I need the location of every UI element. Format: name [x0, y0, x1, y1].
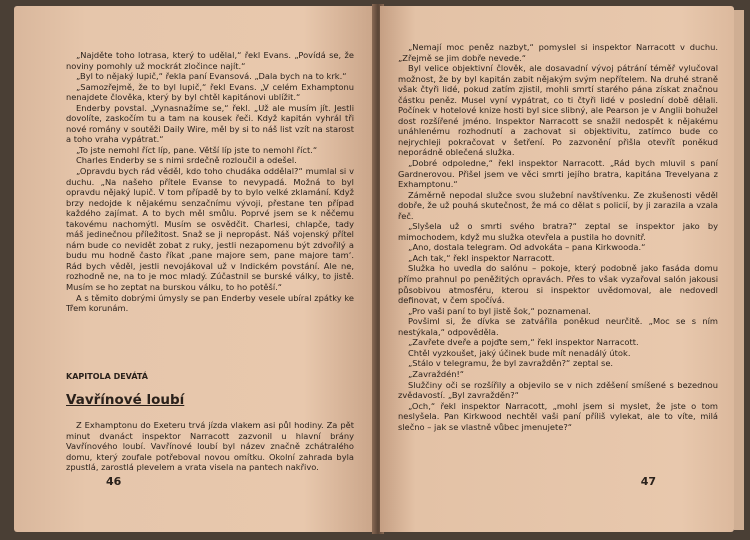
- paragraph: Byl velice objektivní člověk, ale dosavadní vývoj pátrání téměř vylučoval možnost, že by byl kapitán zabit nějakým svým nepřítelem. Na druhé straně však čtyři lidé, pokud zatím zjistil, mohli smrtí starého pána získat značnou částku peněz. Musel vyní vypátrat, co ti čtyři lidé v poslední době dělali. Počínek v hotelové knize hosti byl sice slibný, ale Pearson je v Anglii bohužel dost rozšířené jméno. Inspektor Narracott se snažil nedospět k nějakému unáhlenému rozhodnutí a zachovat si objektivitu, zatímco bude co nejrychleji pokračovat v šetření. Po zazvonění přišla otevřít poněkud neporádně oblečená služka.: [398, 63, 718, 158]
- paragraph: „Dobré odpoledne,“ řekl inspektor Narracott. „Rád bych mluvil s paní Gardnerovou. Přišel jsem ve věci smrti jejího bratra, kapitána Trevelyana z Exhamptonu.“: [398, 158, 718, 190]
- paragraph: Záměrně nepodal služce svou služební navštívenku. Ze zkušenosti věděl dobře, že už pouhá skutečnost, že má co dělat s policií, by ji zarazila a vzala řeč.: [398, 189, 718, 221]
- left-page-text-top: [66, 50, 354, 314]
- paragraph: Enderby povstal. „Vynasnažíme se,“ řekl. „Už ale musím jít. Jestli dovolíte, zaskočím tu a tam na kousek řeči. Když kapitán vyhrál tři nové romány v soutěži Daily Wire, měl by si to náš list vzít na starost a toho vraha vypátrat.“: [66, 102, 354, 145]
- page-number-right: 47: [640, 475, 656, 488]
- paragraph: A s těmito dobrými úmysly se pan Enderby vesele ubíral zpátky ke Třem korunám.: [66, 292, 354, 314]
- left-page-text-bottom: [66, 420, 354, 473]
- paragraph: „Stálo v telegramu, že byl zavražděn?“ zeptal se.: [408, 358, 614, 369]
- left-page: [14, 6, 376, 532]
- right-page-text: [398, 42, 718, 432]
- paragraph: „Ach tak,“ řekl inspektor Narracott.: [408, 252, 555, 263]
- paragraph: „Zavřete dveře a pojďte sem,“ řekl inspektor Narracott.: [408, 337, 639, 348]
- paragraph: Chtěl vyzkoušet, jaký účinek bude mít nenadálý útok.: [408, 347, 631, 358]
- paragraph: „Zavraždén!“: [408, 368, 465, 379]
- chapter-label: KAPITOLA DEVÁTÁ: [66, 372, 148, 381]
- chapter-title: Vavřínové loubí: [66, 392, 185, 408]
- paragraph: Služčiny oči se rozšířily a objevilo se v nich zděšení smíšené s bezednou zvědavostí. „Byl zavražděn?“: [398, 379, 718, 401]
- paragraph: „Slyšela už o smrti svého bratra?“ zeptal se inspektor jako by mimochodem, když mu služka otevřela a pustila ho dovnitř.: [398, 221, 718, 242]
- paragraph: Z Exhamptonu do Exeteru trvá jízda vlakem asi půl hodiny. Za pět minut dvanáct inspektor Narracott zazvonil u hlavní brány Vavřínového loubí. Vavřínové loubí byl název značně zchátralého domu, který zoufale potřeboval novou omítku. Okolní zahrada byla zpustlá, zarostlá plevelem a vrata visela na pantech nakřivo.: [66, 420, 354, 473]
- paragraph: „Samozřejmě, že to byl lupič,“ řekl Evans. „V celém Exhamptonu nenajdete člověka, který by byl chtěl kapitánovi ublížit.“: [66, 81, 354, 103]
- paragraph: Služka ho uvedla do salónu – pokoje, který podobně jako fasáda domu přímo prahnul po peněžitých opravách. Přes to však vyzařoval salón jakousi působivou atmosféru, kterou si inspektor uvědomoval, ale nedovedl definovat, v čem spočívá.: [398, 263, 718, 306]
- paragraph: „Najděte toho lotrasa, který to udělal,“ řekl Evans. „Povídá se, že noviny pomohly už mockrát zločince najít.“: [66, 50, 354, 71]
- paragraph: „Nemají moc peněz nazbyt,“ pomyslel si inspektor Narracott v duchu. „Zřejmě se jim dobře nevede.“: [398, 42, 718, 63]
- page-edges: [734, 10, 744, 530]
- paragraph: „Pro vaši paní to byl jistě šok,“ poznamenal.: [408, 305, 591, 316]
- paragraph: „Byl to nějaký lupič,“ řekla paní Evansová. „Dala bych na to krk.“: [76, 71, 347, 82]
- paragraph: „Ano, dostala telegram. Od advokáta – pana Kirkwooda.“: [408, 242, 646, 253]
- paragraph: Povšiml si, že dívka se zatvářila poněkud neurčitě. „Moc se s ním nestýkala,“ odpověděla.: [398, 316, 718, 337]
- paragraph: „To jste nemohl říct líp, pane. Větší líp jste to nemohl říct.“: [76, 144, 318, 155]
- paragraph: Charles Enderby se s nimi srdečně rozloučil a odešel.: [76, 155, 297, 166]
- paragraph: „Opravdu bych rád věděl, kdo toho chudáka oddělal?“ mumlal si v duchu. „Na našeho přítele Evanse to nevypadá. Možná to byl opravdu nějaký lupič. V tom případě by to bylo velké zklamání. Když brzy nedojde k nějakému senzačnímu vývoji, přestane ten případ každého zajímat. A to bych měl smůlu. Poprvé jsem se k něčemu takovému nachomýtl. Musím se osvědčit. Charlesi, chlapče, tady máš jedinečnou příležitost. Snaž se ji nepropást. Náš vojenský přítel nám bude co nevidět zobat z ruky, jestli nezapomenu být zdvořilý a budu mu hodně často říkat ‚pane majore sem, pane majore tam‘. Rád bych věděl, jestli nevojákoval už v Indickém povstání. Ale ne, rozhodně ne, na to je moc mladý. Zúčastnil se burské války, to jistě. Musím se ho zeptat na burskou válku, to ho potěší.“: [66, 166, 354, 293]
- paragraph: „Och,“ řekl inspektor Narracott, „mohl jsem si myslet, že jste o tom neslyšela. Pan Kirkwood nechtěl vaši paní příliš vylekat, ale to víte, milá slečno – jak se vlastně vůbec jmenujete?“: [398, 400, 718, 432]
- right-page: [380, 6, 734, 532]
- page-number-left: 46: [106, 475, 122, 488]
